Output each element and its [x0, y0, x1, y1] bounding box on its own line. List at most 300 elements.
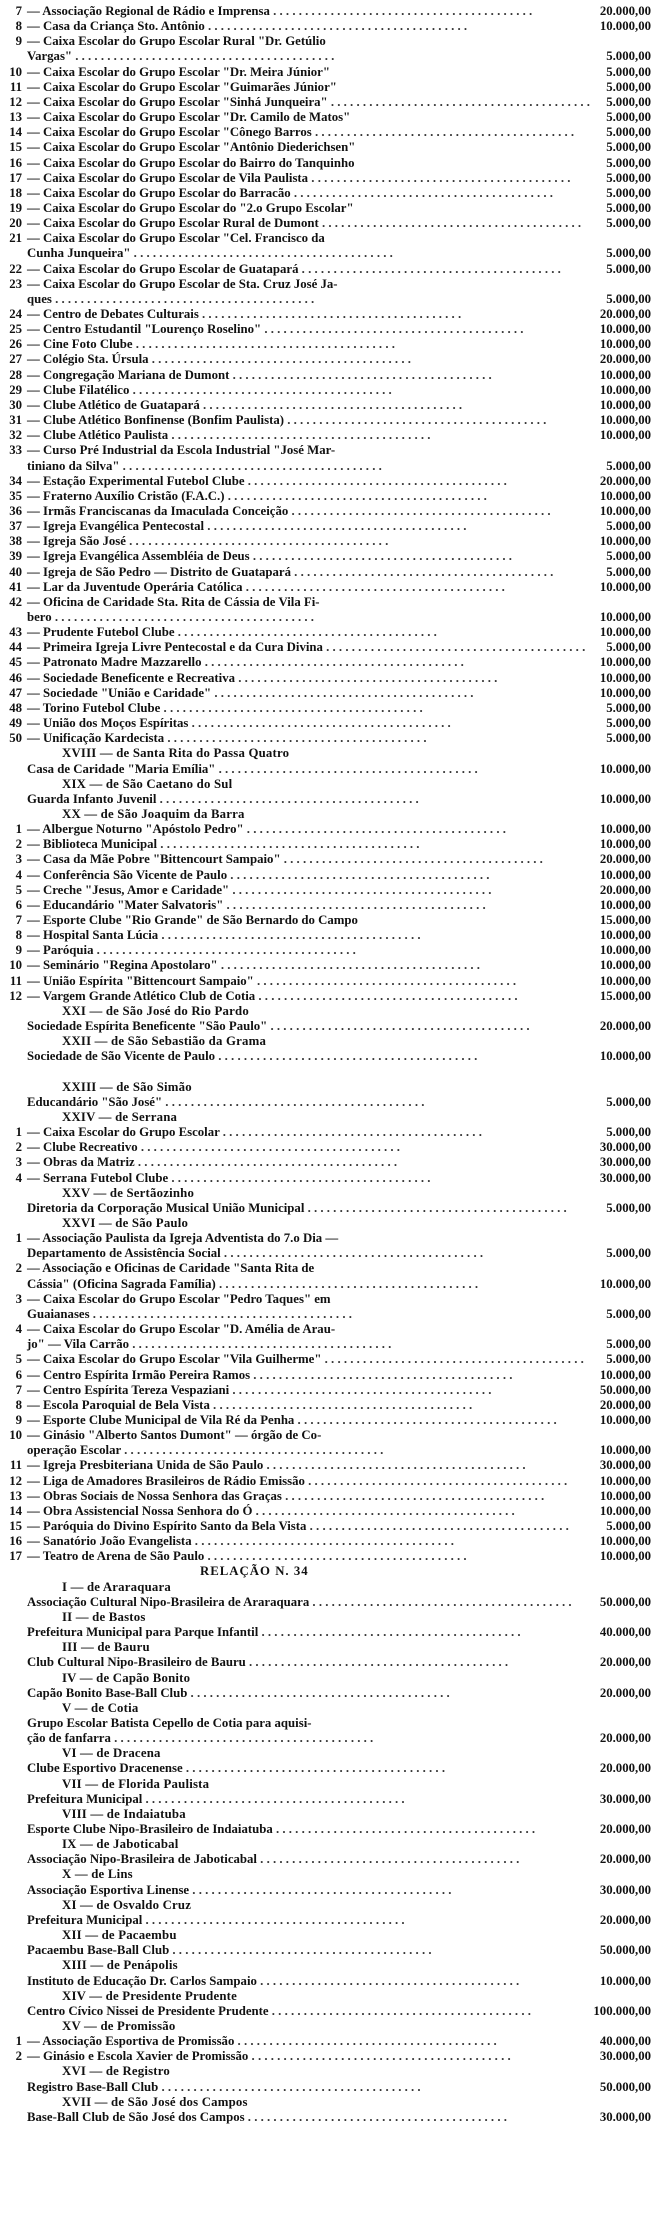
entry-number: 15: [9, 140, 22, 155]
entry-text: — Caixa Escolar do Grupo Escolar Rural "Dr. Getúlio: [27, 34, 326, 49]
leader-dots: . . . . . . . . . . . . . . . . . . . . . . . . . . . . . . . . . . . . . . . . .: [215, 761, 478, 776]
entry-amount: 100.000,00: [593, 2003, 651, 2018]
leader-dots: . . . . . . . . . . . . . . . . . . . . . . . . . . . . . . . . . . . . . . . . .: [272, 1822, 536, 1836]
entry-amount: 5.000,00: [606, 155, 651, 170]
list-entry: [0, 1731, 658, 1746]
entry-amount: 5.000,00: [606, 1125, 651, 1140]
entry-amount: 5.000,00: [606, 291, 651, 306]
list-entry: [0, 140, 658, 155]
entry-text: Cássia" (Oficina Sagrada Família) . . . . . . . . . . . . . . . . . . . . . . . . . . . . . . . . . . . . . . . . .: [27, 1276, 479, 1291]
entry-text: — Caixa Escolar do Grupo Escolar "Dr. Camilo de Matos": [27, 110, 351, 125]
leader-dots: . . . . . . . . . . . . . . . . . . . . . . . . . . . . . . . . . . . . . . . . .: [243, 822, 506, 837]
entry-text: — Albergue Noturno "Apóstolo Pedro" . . . . . . . . . . . . . . . . . . . . . . . . . . . . . . . . . . . . . . . . .: [27, 822, 506, 837]
entry-number: 16: [9, 1534, 22, 1549]
leader-dots: . . . . . . . . . . . . . . . . . . . . . . . . . . . . . . . . . . . . . . . . .: [256, 1852, 520, 1867]
entry-amount: 20.000,00: [599, 882, 651, 897]
entry-text: — Centro de Debates Culturais . . . . . . . . . . . . . . . . . . . . . . . . . . . . . . . . . . . . . . . . .: [27, 307, 462, 321]
leader-dots: . . . . . . . . . . . . . . . . . . . . . . . . . . . . . . . . . . . . . . . . .: [256, 1973, 520, 1988]
entry-amount: 10.000,00: [599, 928, 651, 943]
list-entry: [0, 1883, 658, 1898]
leader-dots: . . . . . . . . . . . . . . . . . . . . . . . . . . . . . . . . . . . . . . . . .: [168, 428, 431, 443]
entry-text: — Caixa Escolar do Grupo Escolar . . . . . . . . . . . . . . . . . . . . . . . . . . . . . . . . . . . . . . . . .: [27, 1125, 482, 1140]
list-entry: [0, 2034, 658, 2049]
list-entry: [0, 1428, 658, 1443]
entry-amount: 5.000,00: [606, 140, 651, 155]
list-entry: [0, 65, 658, 80]
entry-text: — Irmãs Franciscanas da Imaculada Conceição . . . . . . . . . . . . . . . . . . . . . . . . . . . . . . . . . . . . . . . . .: [27, 503, 551, 518]
entry-text: — Igreja Evangélica Assembléia de Deus . . . . . . . . . . . . . . . . . . . . . . . . . . . . . . . . . . . . . . . . .: [27, 549, 512, 564]
list-entry: [0, 1231, 658, 1246]
leader-dots: . . . . . . . . . . . . . . . . . . . . . . . . . . . . . . . . . . . . . . . . .: [290, 185, 553, 200]
leader-dots: . . . . . . . . . . . . . . . . . . . . . . . . . . . . . . . . . . . . . . . . .: [162, 1094, 425, 1109]
entry-amount: 10.000,00: [599, 19, 651, 34]
leader-dots: . . . . . . . . . . . . . . . . . . . . . . . . . . . . . . . . . . . . . . . . .: [93, 943, 356, 958]
entry-text: ques . . . . . . . . . . . . . . . . . . . . . . . . . . . . . . . . . . . . . . . . .: [27, 291, 315, 306]
section-heading: [0, 1898, 658, 1913]
entry-text: — Educandário "Mater Salvatoris" . . . . . . . . . . . . . . . . . . . . . . . . . . . . . . . . . . . . . . . . .: [27, 897, 486, 912]
entry-number: 7: [15, 913, 22, 927]
leader-dots: . . . . . . . . . . . . . . . . . . . . . . . . . . . . . . . . . . . . . . . . .: [258, 1625, 521, 1640]
leader-dots: . . . . . . . . . . . . . . . . . . . . . . . . . . . . . . . . . . . . . . . . .: [215, 1276, 479, 1291]
entry-text: Guarda Infanto Juvenil . . . . . . . . . . . . . . . . . . . . . . . . . . . . . . . . . . . . . . . . .: [27, 791, 419, 806]
entry-text: — Caixa Escolar do Grupo Escolar de Guatapará . . . . . . . . . . . . . . . . . . . . . . . . . . . . . . . . . . . . . . . . .: [27, 261, 561, 276]
entry-text: — Curso Pré Industrial da Escola Industrial "José Mar-: [27, 443, 336, 458]
entry-text: — União Espírita "Bittencourt Sampaio" . . . . . . . . . . . . . . . . . . . . . . . . . . . . . . . . . . . . . . . . .: [27, 973, 517, 988]
leader-dots: . . . . . . . . . . . . . . . . . . . . . . . . . . . . . . . . . . . . . . . . .: [309, 1594, 572, 1609]
entry-number: 3: [15, 1155, 22, 1170]
leader-dots: . . . . . . . . . . . . . . . . . . . . . . . . . . . . . . . . . . . . . . . . .: [245, 1655, 509, 1670]
list-entry: [0, 1549, 658, 1564]
list-entry: [0, 1171, 658, 1186]
entry-amount: 30.000,00: [599, 2049, 651, 2064]
entry-amount: 10.000,00: [599, 822, 651, 837]
leader-dots: . . . . . . . . . . . . . . . . . . . . . . . . . . . . . . . . . . . . . . . . .: [168, 1170, 431, 1185]
entry-amount: 10.000,00: [599, 382, 651, 397]
leader-dots: . . . . . . . . . . . . . . . . . . . . . . . . . . . . . . . . . . . . . . . . .: [132, 337, 395, 352]
entry-amount: 50.000,00: [599, 2079, 651, 2094]
entry-amount: 10.000,00: [599, 428, 651, 443]
leader-dots: . . . . . . . . . . . . . . . . . . . . . . . . . . . . . . . . . . . . . . . . .: [164, 731, 427, 746]
list-entry: [0, 1155, 658, 1170]
entry-text: — Caixa Escolar do Grupo Escolar "Antônio Diederichsen": [27, 140, 356, 155]
entry-text: Prefeitura Municipal para Parque Infantil . . . . . . . . . . . . . . . . . . . . . . . . . . . . . . . . . . . . . . . . .: [27, 1625, 521, 1640]
entry-number: 3: [15, 1291, 22, 1306]
list-entry: [0, 671, 658, 686]
entry-text: — Igreja Presbiteriana Unida de São Paulo . . . . . . . . . . . . . . . . . . . . . . . . . . . . . . . . . . . . . . . . .: [27, 1458, 526, 1473]
leader-dots: . . . . . . . . . . . . . . . . . . . . . . . . . . . . . . . . . . . . . . . . .: [137, 1140, 400, 1155]
entry-text: operação Escolar . . . . . . . . . . . . . . . . . . . . . . . . . . . . . . . . . . . . . . . . .: [27, 1443, 384, 1458]
relation-heading: [0, 1564, 658, 1579]
entry-text: Associação Nipo-Brasileira de Jaboticabal . . . . . . . . . . . . . . . . . . . . . . . . . . . . . . . . . . . . . . . . .: [27, 1852, 520, 1867]
entry-text: — Caixa Escolar do Grupo Escolar do "2.o Grupo Escolar": [27, 200, 354, 215]
list-entry: [0, 1655, 658, 1670]
leader-dots: . . . . . . . . . . . . . . . . . . . . . . . . . . . . . . . . . . . . . . . . .: [304, 1200, 567, 1215]
leader-dots: . . . . . . . . . . . . . . . . . . . . . . . . . . . . . . . . . . . . . . . . .: [220, 1246, 484, 1261]
leader-dots: . . . . . . . . . . . . . . . . . . . . . . . . . . . . . . . . . . . . . . . . .: [280, 852, 543, 867]
list-entry: [0, 1337, 658, 1352]
leader-dots: . . . . . . . . . . . . . . . . . . . . . . . . . . . . . . . . . . . . . . . . .: [129, 382, 392, 397]
list-entry: [0, 337, 658, 352]
section-heading: [0, 777, 658, 792]
list-entry: [0, 1322, 658, 1337]
entry-number: 12: [9, 988, 22, 1003]
leader-dots: . . . . . . . . . . . . . . . . . . . . . . . . . . . . . . . . . . . . . . . . .: [142, 1791, 405, 1806]
entry-text: tiniano da Silva" . . . . . . . . . . . . . . . . . . . . . . . . . . . . . . . . . . . . . . . . .: [27, 458, 382, 473]
leader-dots: . . . . . . . . . . . . . . . . . . . . . . . . . . . . . . . . . . . . . . . . .: [235, 670, 498, 685]
entry-text: I — de Araraquara: [62, 1579, 171, 1594]
entry-number: 4: [15, 1322, 22, 1337]
leader-dots: . . . . . . . . . . . . . . . . . . . . . . . . . . . . . . . . . . . . . . . . .: [187, 1685, 450, 1700]
entry-amount: 5.000,00: [606, 458, 651, 473]
list-entry: [0, 1443, 658, 1458]
list-entry: [0, 322, 658, 337]
entry-amount: 10.000,00: [599, 670, 651, 685]
list-entry: [0, 231, 658, 246]
entry-text: — Caixa Escolar do Grupo Escolar "D. Amélia de Arau-: [27, 1322, 336, 1337]
leader-dots: . . . . . . . . . . . . . . . . . . . . . . . . . . . . . . . . . . . . . . . . .: [204, 1549, 467, 1564]
entry-amount: 5.000,00: [606, 519, 651, 534]
entry-text: — Lar da Juventude Operária Católica . . . . . . . . . . . . . . . . . . . . . . . . . . . . . . . . . . . . . . . . .: [27, 579, 505, 594]
list-entry: [0, 913, 658, 928]
list-entry: [0, 640, 658, 655]
entry-text: Esporte Clube Nipo-Brasileiro de Indaiatuba . . . . . . . . . . . . . . . . . . . . . . . . . . . . . . . . . . . . . . . . .: [27, 1822, 536, 1836]
entry-text: XXVI — de São Paulo: [62, 1216, 189, 1230]
entry-amount: 5.000,00: [606, 1352, 651, 1367]
list-entry: [0, 1277, 658, 1292]
entry-text: — Fraterno Auxílio Cristão (F.A.C.) . . . . . . . . . . . . . . . . . . . . . . . . . . . . . . . . . . . . . . . . .: [27, 488, 487, 503]
entry-amount: 10.000,00: [599, 1473, 651, 1488]
entry-text: — Associação Esportiva de Promissão . . . . . . . . . . . . . . . . . . . . . . . . . . . . . . . . . . . . . . . . .: [27, 2034, 497, 2049]
list-entry: [0, 262, 658, 277]
entry-number: 42: [9, 594, 22, 609]
list-entry: [0, 852, 658, 867]
entry-text: — Patronato Madre Mazzarello . . . . . . . . . . . . . . . . . . . . . . . . . . . . . . . . . . . . . . . . .: [27, 655, 464, 670]
entry-text: Guaianases . . . . . . . . . . . . . . . . . . . . . . . . . . . . . . . . . . . . . . . . .: [27, 1306, 352, 1321]
entry-text: Club Cultural Nipo-Brasileiro de Bauru . . . . . . . . . . . . . . . . . . . . . . . . . . . . . . . . . . . . . . . . .: [27, 1655, 509, 1670]
entry-amount: 20.000,00: [599, 1685, 651, 1700]
entry-number: 30: [9, 397, 22, 412]
leader-dots: . . . . . . . . . . . . . . . . . . . . . . . . . . . . . . . . . . . . . . . . .: [249, 549, 512, 564]
entry-amount: 5.000,00: [606, 200, 651, 215]
entry-number: 9: [15, 1412, 22, 1427]
entry-text: Sociedade Espírita Beneficente "São Paulo" . . . . . . . . . . . . . . . . . . . . . . . . . . . . . . . . . . . . . . . . .: [27, 1019, 530, 1034]
entry-amount: 20.000,00: [599, 1397, 651, 1412]
list-entry: [0, 459, 658, 474]
list-entry: [0, 1352, 658, 1367]
entry-number: 38: [9, 534, 22, 549]
entry-text: Grupo Escolar Batista Cepello de Cotia para aquisi-: [27, 1715, 312, 1730]
leader-dots: . . . . . . . . . . . . . . . . . . . . . . . . . . . . . . . . . . . . . . . . .: [268, 2003, 531, 2018]
entry-text: IV — de Capão Bonito: [62, 1670, 191, 1685]
entry-number: 28: [9, 367, 22, 382]
entry-text: — Seminário "Regina Apostolaro" . . . . . . . . . . . . . . . . . . . . . . . . . . . . . . . . . . . . . . . . .: [27, 958, 480, 973]
list-entry: [0, 898, 658, 913]
entry-amount: 10.000,00: [599, 897, 651, 912]
leader-dots: . . . . . . . . . . . . . . . . . . . . . . . . . . . . . . . . . . . . . . . . .: [211, 685, 474, 700]
entry-amount: 50.000,00: [599, 1943, 651, 1958]
entry-number: 7: [15, 1382, 22, 1397]
entry-number: 44: [9, 640, 22, 655]
list-entry: [0, 489, 658, 504]
entry-text: — Creche "Jesus, Amor e Caridade" . . . . . . . . . . . . . . . . . . . . . . . . . . . . . . . . . . . . . . . . .: [27, 882, 492, 897]
leader-dots: . . . . . . . . . . . . . . . . . . . . . . . . . . . . . . . . . . . . . . . . .: [142, 1912, 405, 1927]
section-heading: [0, 1867, 658, 1882]
entry-amount: 40.000,00: [599, 2034, 651, 2049]
entry-text: — Igreja Evangélica Pentecostal . . . . . . . . . . . . . . . . . . . . . . . . . . . . . . . . . . . . . . . . .: [27, 519, 467, 534]
entry-text: Clube Esportivo Dracenense . . . . . . . . . . . . . . . . . . . . . . . . . . . . . . . . . . . . . . . . .: [27, 1761, 446, 1776]
list-entry: [0, 1140, 658, 1155]
entry-number: 17: [9, 1549, 22, 1564]
entry-text: Prefeitura Municipal . . . . . . . . . . . . . . . . . . . . . . . . . . . . . . . . . . . . . . . . .: [27, 1912, 405, 1927]
entry-text: Associação Cultural Nipo-Brasileira de Araraquara . . . . . . . . . . . . . . . . . . . . . . . . . . . . . . . . . . . . . . . . .: [27, 1594, 572, 1609]
list-entry: [0, 1368, 658, 1383]
section-heading: [0, 1746, 658, 1761]
leader-dots: . . . . . . . . . . . . . . . . . . . . . . . . . . . . . . . . . . . . . . . . .: [51, 610, 314, 624]
leader-dots: . . . . . . . . . . . . . . . . . . . . . . . . . . . . . . . . . . . . . . . . .: [304, 1473, 568, 1488]
entry-text: — Serrana Futebol Clube . . . . . . . . . . . . . . . . . . . . . . . . . . . . . . . . . . . . . . . . .: [27, 1170, 431, 1185]
entry-text: — Igreja de São Pedro — Distrito de Guatapará . . . . . . . . . . . . . . . . . . . . . . . . . . . . . . . . . . . . . . . . .: [27, 564, 554, 579]
section-heading: [0, 1216, 658, 1231]
entry-number: 7: [15, 4, 22, 18]
entry-amount: 10.000,00: [599, 367, 651, 382]
section-heading: [0, 746, 658, 761]
entry-text: — Centro Espírita Irmão Pereira Ramos . . . . . . . . . . . . . . . . . . . . . . . . . . . . . . . . . . . . . . . . .: [27, 1367, 513, 1382]
list-entry: [0, 383, 658, 398]
entry-text: Departamento de Assistência Social . . . . . . . . . . . . . . . . . . . . . . . . . . . . . . . . . . . . . . . . .: [27, 1246, 484, 1261]
entry-text: — Casa da Criança Sto. Antônio . . . . . . . . . . . . . . . . . . . . . . . . . . . . . . . . . . . . . . . . .: [27, 19, 468, 34]
leader-dots: . . . . . . . . . . . . . . . . . . . . . . . . . . . . . . . . . . . . . . . . .: [134, 1155, 398, 1170]
entry-amount: 10.000,00: [599, 1049, 651, 1064]
leader-dots: . . . . . . . . . . . . . . . . . . . . . . . . . . . . . . . . . . . . . . . . .: [234, 2034, 497, 2049]
entry-text: Vargas" . . . . . . . . . . . . . . . . . . . . . . . . . . . . . . . . . . . . . . . . .: [27, 49, 335, 64]
section-heading: [0, 1777, 658, 1792]
entry-amount: 15.000,00: [599, 988, 651, 1003]
section-heading: [0, 1837, 658, 1852]
entry-number: 5: [15, 1352, 22, 1367]
entry-number: 47: [9, 685, 22, 700]
entry-number: 40: [9, 564, 22, 579]
list-entry: [0, 186, 658, 201]
leader-dots: . . . . . . . . . . . . . . . . . . . . . . . . . . . . . . . . . . . . . . . . .: [89, 1306, 352, 1321]
entry-amount: 20.000,00: [599, 4, 651, 18]
entry-text: — Prudente Futebol Clube . . . . . . . . . . . . . . . . . . . . . . . . . . . . . . . . . . . . . . . . .: [27, 625, 437, 640]
entry-text: — Clube Filatélico . . . . . . . . . . . . . . . . . . . . . . . . . . . . . . . . . . . . . . . . .: [27, 382, 392, 397]
list-entry: [0, 792, 658, 807]
section-heading: [0, 1928, 658, 1943]
leader-dots: . . . . . . . . . . . . . . . . . . . . . . . . . . . . . . . . . . . . . . . . .: [250, 1367, 513, 1382]
entry-number: 11: [9, 973, 22, 988]
entry-text: Sociedade de São Vicente de Paulo . . . . . . . . . . . . . . . . . . . . . . . . . . . . . . . . . . . . . . . . .: [27, 1049, 478, 1064]
entry-text: — Conferência São Vicente de Paulo . . . . . . . . . . . . . . . . . . . . . . . . . . . . . . . . . . . . . . . . .: [27, 867, 490, 882]
leader-dots: . . . . . . . . . . . . . . . . . . . . . . . . . . . . . . . . . . . . . . . . .: [229, 1382, 492, 1397]
leader-dots: . . . . . . . . . . . . . . . . . . . . . . . . . . . . . . . . . . . . . . . . .: [284, 413, 547, 428]
entry-text: — Obra Assistencial Nossa Senhora do Ó . . . . . . . . . . . . . . . . . . . . . . . . . . . . . . . . . . . . . . . . .: [27, 1503, 515, 1518]
entry-amount: 10.000,00: [599, 610, 651, 624]
entry-amount: 10.000,00: [599, 973, 651, 988]
leader-dots: . . . . . . . . . . . . . . . . . . . . . . . . . . . . . . . . . . . . . . . . .: [125, 534, 389, 549]
entry-text: bero . . . . . . . . . . . . . . . . . . . . . . . . . . . . . . . . . . . . . . . . .: [27, 610, 314, 624]
entry-amount: 10.000,00: [599, 1549, 651, 1564]
entry-text: Instituto de Educação Dr. Carlos Sampaio . . . . . . . . . . . . . . . . . . . . . . . . . . . . . . . . . . . . . . . . .: [27, 1973, 520, 1988]
entry-amount: 20.000,00: [599, 307, 651, 321]
entry-amount: 10.000,00: [599, 1276, 651, 1291]
entry-text: — Unificação Kardecista . . . . . . . . . . . . . . . . . . . . . . . . . . . . . . . . . . . . . . . . .: [27, 731, 427, 746]
leader-dots: . . . . . . . . . . . . . . . . . . . . . . . . . . . . . . . . . . . . . . . . .: [290, 564, 554, 579]
entry-amount: 30.000,00: [599, 1882, 651, 1897]
leader-dots: . . . . . . . . . . . . . . . . . . . . . . . . . . . . . . . . . . . . . . . . .: [191, 1534, 454, 1549]
entry-text: — Congregação Mariana de Dumont . . . . . . . . . . . . . . . . . . . . . . . . . . . . . . . . . . . . . . . . .: [27, 367, 492, 382]
list-entry: [0, 565, 658, 580]
entry-number: 43: [9, 625, 22, 640]
section-heading: [0, 807, 658, 822]
entry-number: 3: [15, 852, 22, 867]
section-heading: [0, 1640, 658, 1655]
entry-amount: 5.000,00: [606, 1519, 651, 1533]
entry-number: 31: [9, 413, 22, 428]
entry-number: 8: [15, 19, 22, 34]
entry-number: 9: [15, 943, 22, 958]
entry-amount: 10.000,00: [599, 867, 651, 882]
entry-amount: 30.000,00: [599, 1155, 651, 1170]
entry-amount: 10.000,00: [599, 413, 651, 428]
entry-amount: 20.000,00: [599, 1852, 651, 1867]
entry-text: — Biblioteca Municipal . . . . . . . . . . . . . . . . . . . . . . . . . . . . . . . . . . . . . . . . .: [27, 837, 420, 852]
entry-amount: 10.000,00: [599, 1973, 651, 1988]
list-entry: [0, 1943, 658, 1958]
leader-dots: . . . . . . . . . . . . . . . . . . . . . . . . . . . . . . . . . . . . . . . . .: [252, 1503, 515, 1518]
entry-number: 29: [9, 382, 22, 397]
entry-amount: 10.000,00: [599, 625, 651, 640]
entry-text: Diretoria da Corporação Musical União Municipal . . . . . . . . . . . . . . . . . . . . . . . . . . . . . . . . . . . . . . . . .: [27, 1200, 567, 1215]
section-heading: [0, 1034, 658, 1049]
entry-text: — Primeira Igreja Livre Pentecostal e da Cura Divina . . . . . . . . . . . . . . . . . . . . . . . . . . . . . . . . . . . . . . . . .: [27, 640, 586, 655]
entry-text: — Caixa Escolar do Grupo Escolar "Cel. Francisco da: [27, 231, 325, 246]
entry-text: — Liga de Amadores Brasileiros de Rádio Emissão . . . . . . . . . . . . . . . . . . . . . . . . . . . . . . . . . . . . . . . . .: [27, 1473, 568, 1488]
entry-text: — Caixa Escolar do Grupo Escolar do Bairro do Tanquinho: [27, 155, 355, 170]
leader-dots: . . . . . . . . . . . . . . . . . . . . . . . . . . . . . . . . . . . . . . . . .: [120, 1443, 384, 1458]
leader-dots: . . . . . . . . . . . . . . . . . . . . . . . . . . . . . . . . . . . . . . . . .: [209, 1397, 473, 1412]
entry-amount: 20.000,00: [599, 852, 651, 867]
list-entry: [0, 246, 658, 261]
list-entry: [0, 868, 658, 883]
entry-text: XXIV — de Serrana: [62, 1109, 178, 1124]
section-heading: [0, 1580, 658, 1595]
list-entry: [0, 1095, 658, 1110]
entry-amount: 10.000,00: [599, 1534, 651, 1549]
entry-text: — Centro Estudantil "Lourenço Roselino" . . . . . . . . . . . . . . . . . . . . . . . . . . . . . . . . . . . . . . . . .: [27, 322, 524, 337]
entry-text: XIV — de Presidente Prudente: [62, 1988, 238, 2003]
list-entry: [0, 1913, 658, 1928]
entry-amount: 5.000,00: [606, 79, 651, 94]
leader-dots: . . . . . . . . . . . . . . . . . . . . . . . . . . . . . . . . . . . . . . . . .: [198, 307, 462, 321]
entry-amount: 10.000,00: [599, 534, 651, 549]
entry-text: XXIII — de São Simão: [62, 1079, 192, 1094]
entry-amount: 10.000,00: [599, 397, 651, 412]
list-entry: [0, 943, 658, 958]
entry-amount: 5.000,00: [606, 640, 651, 655]
leader-dots: . . . . . . . . . . . . . . . . . . . . . . . . . . . . . . . . . . . . . . . . .: [223, 897, 486, 912]
leader-dots: . . . . . . . . . . . . . . . . . . . . . . . . . . . . . . . . . . . . . . . . .: [267, 1019, 530, 1034]
list-entry: [0, 974, 658, 989]
entry-text: — Esporte Clube "Rio Grande" de São Bernardo do Campo: [27, 913, 358, 927]
entry-number: 46: [9, 670, 22, 685]
leader-dots: . . . . . . . . . . . . . . . . . . . . . . . . . . . . . . . . . . . . . . . . .: [148, 352, 411, 367]
list-entry: [0, 625, 658, 640]
entry-text: XXII — de São Sebastião da Grama: [62, 1034, 267, 1049]
leader-dots: . . . . . . . . . . . . . . . . . . . . . . . . . . . . . . . . . . . . . . . . .: [281, 1488, 545, 1503]
list-entry: [0, 1852, 658, 1867]
entry-amount: 10.000,00: [599, 837, 651, 852]
leader-dots: . . . . . . . . . . . . . . . . . . . . . . . . . . . . . . . . . . . . . . . . .: [160, 700, 423, 715]
entry-text: — Caixa Escolar do Grupo Escolar "Guimarães Júnior": [27, 79, 337, 94]
section-heading: [0, 1186, 658, 1201]
list-entry: [0, 1625, 658, 1640]
list-entry: [0, 1534, 658, 1549]
entry-text: jo" — Vila Carrão . . . . . . . . . . . . . . . . . . . . . . . . . . . . . . . . . . . . . . . . .: [27, 1337, 392, 1352]
list-entry: [0, 1519, 658, 1534]
list-entry: [0, 928, 658, 943]
entry-text: — Associação Paulista da Igreja Adventista do 7.o Dia —: [27, 1231, 339, 1246]
leader-dots: . . . . . . . . . . . . . . . . . . . . . . . . . . . . . . . . . . . . . . . . .: [269, 4, 533, 18]
entry-text: — Torino Futebol Clube . . . . . . . . . . . . . . . . . . . . . . . . . . . . . . . . . . . . . . . . .: [27, 700, 423, 715]
entry-amount: 5.000,00: [606, 261, 651, 276]
list-entry: [0, 762, 658, 777]
list-entry: [0, 1761, 658, 1776]
leader-dots: . . . . . . . . . . . . . . . . . . . . . . . . . . . . . . . . . . . . . . . . .: [157, 837, 420, 852]
list-entry: [0, 1974, 658, 1989]
entry-text: — Associação e Oficinas de Caridade "Santa Rita de: [27, 1261, 315, 1276]
entry-text: — Centro Espírita Tereza Vespaziani . . . . . . . . . . . . . . . . . . . . . . . . . . . . . . . . . . . . . . . . .: [27, 1382, 492, 1397]
entry-number: 35: [9, 488, 22, 503]
list-entry: [0, 443, 658, 458]
entry-text: Registro Base-Ball Club . . . . . . . . . . . . . . . . . . . . . . . . . . . . . . . . . . . . . . . . .: [27, 2079, 421, 2094]
entry-number: 15: [9, 1519, 22, 1533]
leader-dots: . . . . . . . . . . . . . . . . . . . . . . . . . . . . . . . . . . . . . . . . .: [204, 519, 467, 534]
entry-number: 26: [9, 337, 22, 352]
entry-text: Centro Cívico Nissei de Presidente Prudente . . . . . . . . . . . . . . . . . . . . . . . . . . . . . . . . . . . . . . . . .: [27, 2003, 531, 2018]
list-entry: [0, 822, 658, 837]
entry-text: VI — de Dracena: [62, 1746, 161, 1761]
entry-text: — Obras Sociais de Nossa Senhora das Graças . . . . . . . . . . . . . . . . . . . . . . . . . . . . . . . . . . . . . . . . .: [27, 1488, 545, 1503]
list-entry: [0, 34, 658, 49]
entry-amount: 5.000,00: [606, 170, 651, 185]
entry-text: XX — de São Joaquim da Barra: [62, 806, 245, 821]
entry-amount: 50.000,00: [599, 1594, 651, 1609]
entry-number: 10: [9, 64, 22, 79]
entry-text: — União dos Moços Espíritas . . . . . . . . . . . . . . . . . . . . . . . . . . . . . . . . . . . . . . . . .: [27, 716, 451, 731]
entry-number: 2: [15, 1261, 22, 1276]
entry-number: 13: [9, 1488, 22, 1503]
entry-text: — Caixa Escolar do Grupo Escolar "Sinhá Junqueira" . . . . . . . . . . . . . . . . . . . . . . . . . . . . . . . . . . . . . . . . .: [27, 94, 590, 109]
list-entry: [0, 171, 658, 186]
list-entry: [0, 474, 658, 489]
entry-amount: 10.000,00: [599, 488, 651, 503]
section-heading: [0, 1004, 658, 1019]
entry-number: 6: [15, 897, 22, 912]
section-heading: [0, 2019, 658, 2034]
list-entry: [0, 352, 658, 367]
entry-text: VIII — de Indaiatuba: [62, 1806, 186, 1821]
entry-text: XXV — de Sertãozinho: [62, 1185, 195, 1200]
entry-text: — Caixa Escolar do Grupo Escolar Rural de Dumont . . . . . . . . . . . . . . . . . . . . . . . . . . . . . . . . . . . . . . . . .: [27, 216, 582, 231]
entry-number: 6: [15, 1367, 22, 1382]
entry-text: — Escola Paroquial de Bela Vista . . . . . . . . . . . . . . . . . . . . . . . . . . . . . . . . . . . . . . . . .: [27, 1397, 473, 1412]
list-entry: [0, 716, 658, 731]
entry-text: Cunha Junqueira" . . . . . . . . . . . . . . . . . . . . . . . . . . . . . . . . . . . . . . . . .: [27, 246, 393, 261]
entry-amount: 10.000,00: [599, 761, 651, 776]
entry-amount: 5.000,00: [606, 246, 651, 261]
entry-text: IX — de Jaboticabal: [62, 1837, 179, 1852]
